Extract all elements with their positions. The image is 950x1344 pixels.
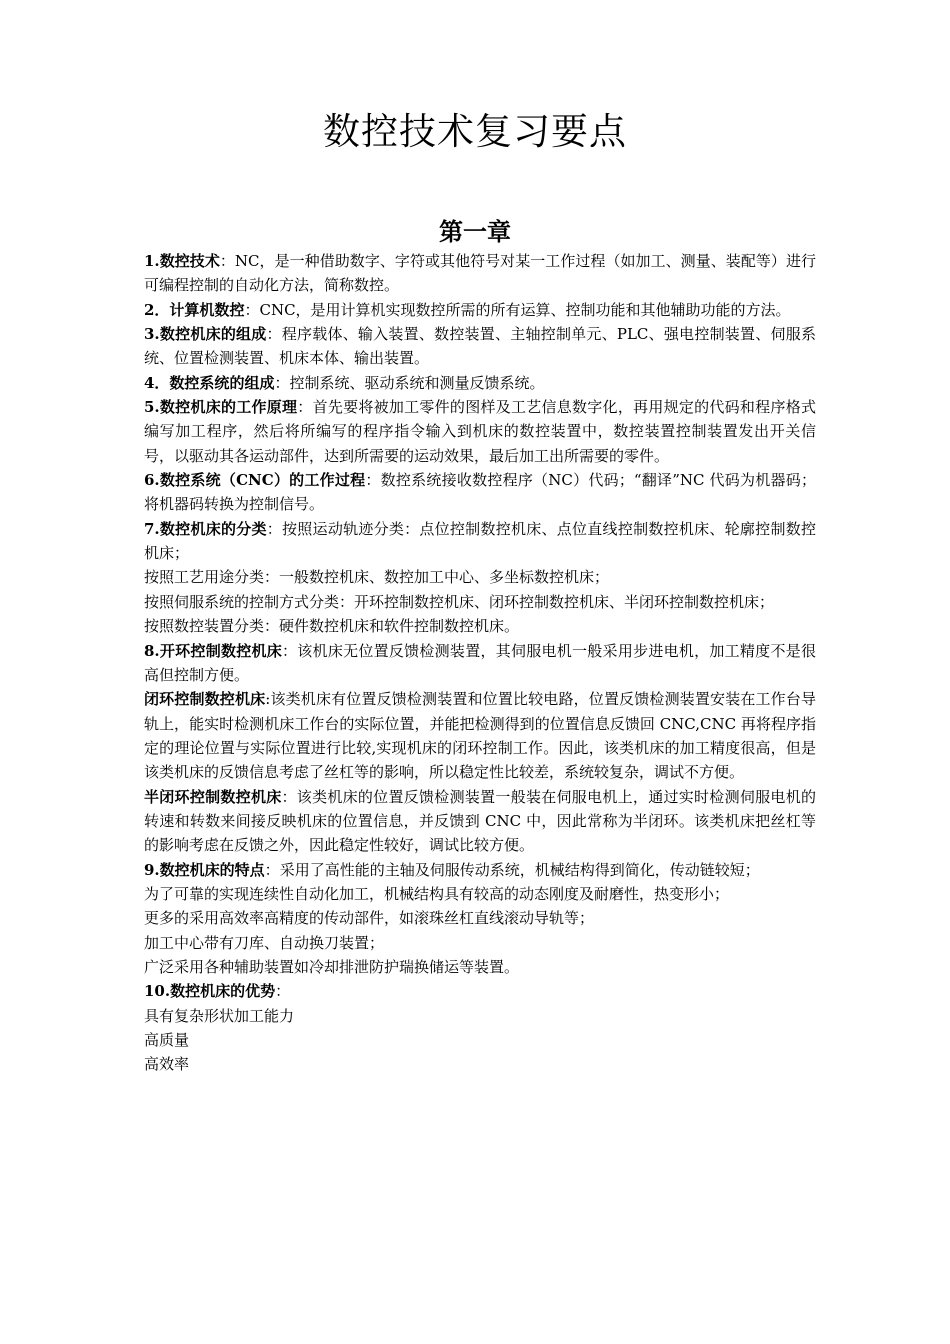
paragraph [144, 785, 816, 858]
paragraph-text: 该类机床的位置反馈检测装置一般装在伺服电机上，通过实时检测伺服电机的转速和转数来间接反映机床的位置信息，并反馈到 CNC 中，因此常称为半闭环。该类机床把丝杠等的影响考虑在反馈之外，因此稳定性较好，调试比较方便。 [144, 787, 816, 855]
paragraph [144, 882, 816, 906]
term-heading: 1.数控技术 [144, 252, 220, 270]
paragraph-text: NC，是一种借助数字、字符或其他符号对某一工作过程（如加工、测量、装配等）进行可编程控制的自动化方法，简称数控。 [144, 252, 816, 295]
term-separator: ： [219, 252, 235, 270]
paragraph-text: 采用了高性能的主轴及伺服传动系统，机械结构得到简化，传动链较短； [279, 860, 760, 879]
paragraph [144, 687, 816, 784]
chapter-heading: 第一章 [439, 216, 511, 246]
paragraph [144, 371, 816, 395]
paragraph [144, 614, 816, 638]
document-body [144, 249, 816, 1077]
paragraph-text: 程序载体、输入装置、数控装置、主轴控制单元、PLC、强电控制装置、伺服系统、位置检测装置、机床本体、输出装置。 [144, 325, 816, 368]
paragraph-text: 为了可靠的实现连续性自动化加工，机械结构具有较高的动态刚度及耐磨性，热变形小； [144, 884, 730, 903]
term-heading: 9.数控机床的特点 [144, 860, 265, 879]
paragraph [144, 517, 816, 566]
term-heading: 半闭环控制数控机床 [144, 787, 282, 806]
term-heading: 6.数控系统（CNC）的工作过程 [144, 471, 366, 490]
paragraph-text: 具有复杂形状加工能力 [144, 1006, 295, 1025]
paragraph-text: 数控系统接收数控程序（NC）代码；“翻译”NC 代码为机器码；将机器码转换为控制信号。 [144, 471, 816, 514]
term-separator: ： [297, 398, 313, 417]
paragraph [144, 979, 816, 1003]
term-separator: ： [274, 373, 290, 392]
term-separator: ： [244, 300, 260, 319]
term-separator: ： [264, 860, 280, 879]
paragraph-text: 该类机床有位置反馈检测装置和位置比较电路，位置反馈检测装置安装在工作台导轨上，能实时检测机床工作台的实际位置，并能把检测得到的位置信息反馈回 CNC,CNC 再将程序指定的理论位置与实际位置进行比较,实现机床的闭环控制工作。因此，该类机床的加工精度很高，但是该类机床的反馈信息考虑了丝杠等的影响，所以稳定性比较差，系统较复杂，调试不方便。 [144, 690, 816, 782]
paragraph-text: 控制系统、驱动系统和测量反馈系统。 [289, 373, 545, 392]
paragraph-text: 更多的采用高效率高精度的传动部件，如滚珠丝杠直线滚动导轨等； [144, 909, 595, 928]
paragraph-text: 按照伺服系统的控制方式分类：开环控制数控机床、闭环控制数控机床、半闭环控制数控机床； [144, 592, 775, 611]
term-heading: 闭环控制数控机床 [144, 690, 266, 709]
paragraph-text: 高效率 [144, 1055, 190, 1074]
paragraph-text: 高质量 [144, 1031, 190, 1049]
paragraph-text: CNC，是用计算机实现数控所需的所有运算、控制功能和其他辅助功能的方法。 [259, 300, 791, 319]
term-heading: 10.数控机床的优势 [144, 982, 276, 1001]
paragraph [144, 955, 816, 979]
paragraph [144, 395, 816, 468]
term-separator: ： [266, 519, 283, 538]
paragraph [144, 590, 816, 614]
paragraph [144, 906, 816, 930]
paragraph-text: 按照工艺用途分类：一般数控机床、数控加工中心、多坐标数控机床； [144, 568, 610, 587]
paragraph [144, 468, 816, 517]
term-separator: ： [266, 325, 282, 344]
term-heading: 8.开环控制数控机床 [144, 641, 283, 660]
paragraph [144, 931, 816, 955]
paragraph [144, 639, 816, 688]
paragraph [144, 322, 816, 371]
paragraph-text: 该机床无位置反馈检测装置，其伺服电机一般采用步进电机，加工精度不是很高但控制方便。 [144, 641, 816, 684]
term-separator: ： [275, 982, 291, 1001]
term-heading: 2．计算机数控 [144, 300, 245, 319]
paragraph-text: 首先要将被加工零件的图样及工艺信息数字化，再用规定的代码和程序格式编写加工程序，然后将所编写的程序指令输入到机床的数控装置中，数控装置控制装置发出开关信号，以驱动其各运动部件，达到所需要的运动效果，最后加工出所需要的零件。 [144, 398, 816, 465]
term-separator: ： [282, 641, 298, 660]
term-separator: ： [281, 787, 297, 806]
paragraph-text: 按照运动轨迹分类：点位控制数控机床、点位直线控制数控机床、轮廓控制数控机床； [144, 519, 816, 563]
term-heading: 5.数控机床的工作原理 [144, 398, 298, 417]
term-separator: ： [365, 471, 381, 490]
paragraph-text: 加工中心带有刀库、自动换刀装置； [144, 933, 385, 952]
term-heading: 4．数控系统的组成 [144, 373, 275, 392]
paragraph [144, 1028, 816, 1052]
paragraph [144, 565, 816, 589]
paragraph-text: 按照数控装置分类：硬件数控机床和软件控制数控机床。 [144, 617, 520, 636]
paragraph [144, 1052, 816, 1076]
paragraph [144, 249, 816, 298]
paragraph [144, 298, 816, 322]
term-separator: : [265, 690, 271, 709]
paragraph-text: 广泛采用各种辅助装置如冷却排泄防护瑞换储运等装置。 [144, 957, 520, 976]
term-heading: 3.数控机床的组成 [144, 325, 267, 344]
page-title: 数控技术复习要点 [323, 109, 627, 153]
term-heading: 7.数控机床的分类 [144, 519, 267, 538]
paragraph [144, 858, 816, 882]
paragraph [144, 1004, 816, 1028]
